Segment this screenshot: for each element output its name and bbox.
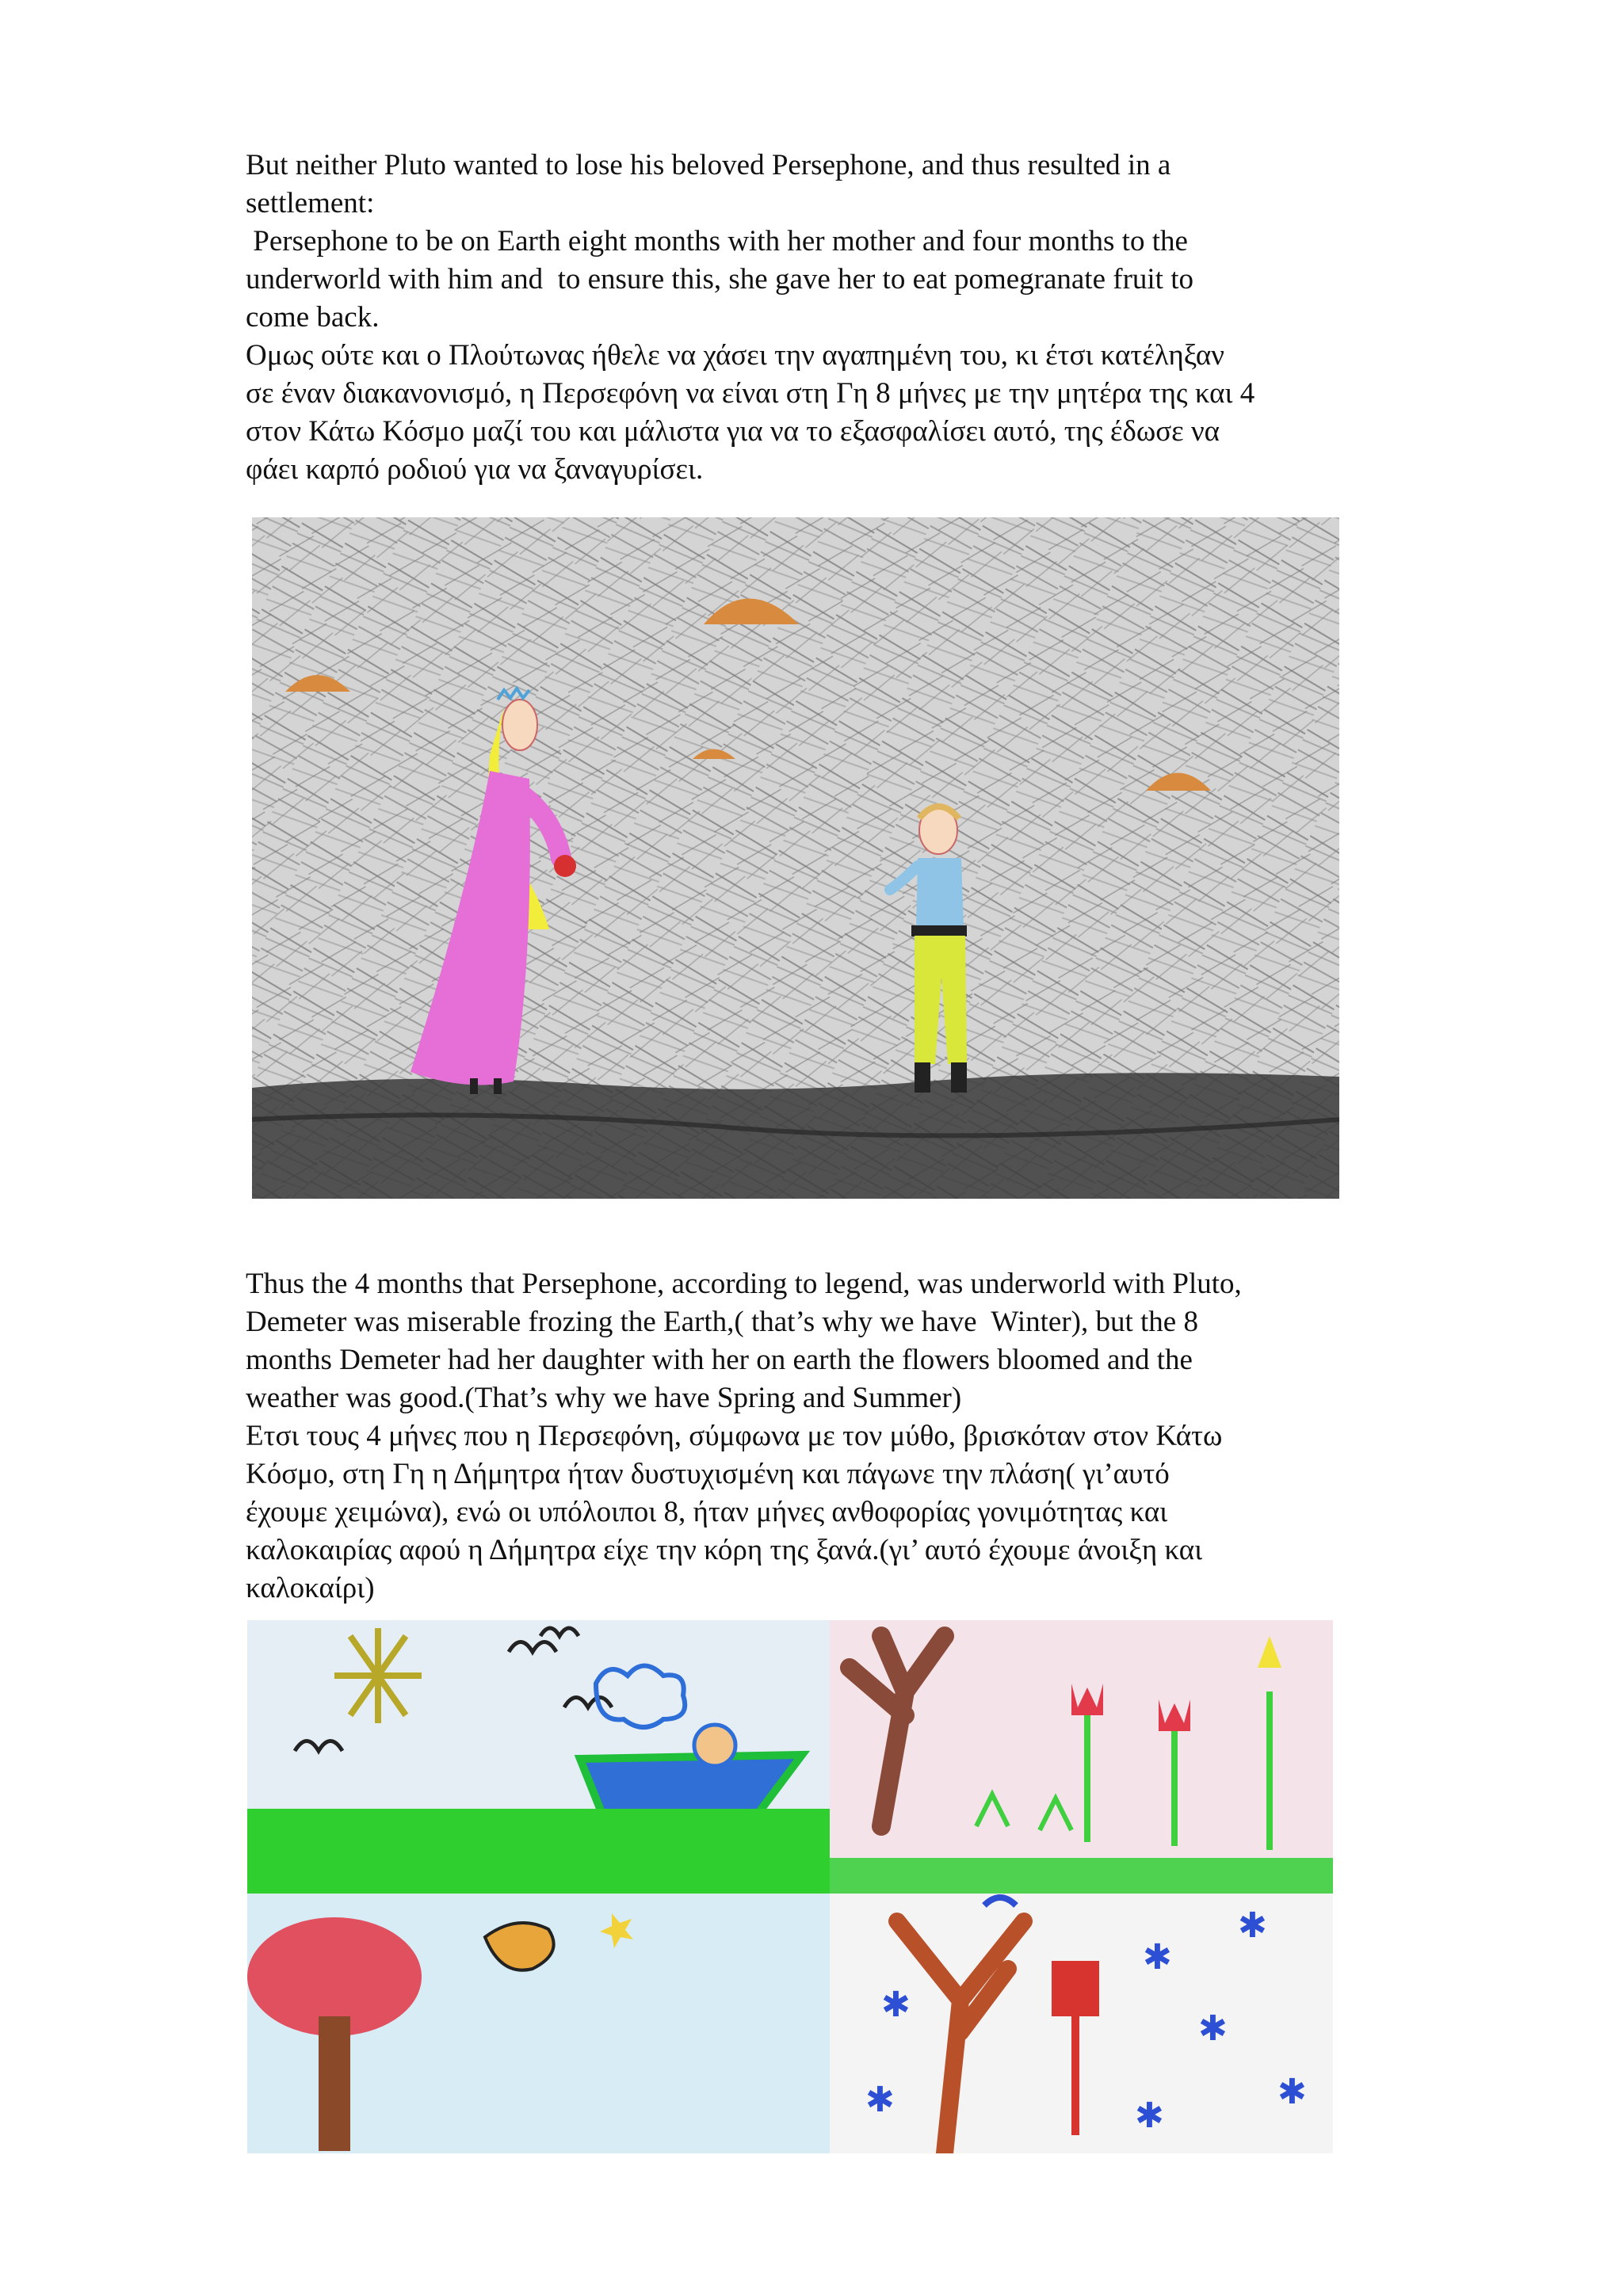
spring-panel (830, 1620, 1333, 1894)
paragraph-line: φάει καρπό ροδιού για να ξαναγυρίσει. (246, 453, 704, 486)
paragraph-line: months Demeter had her daughter with her on earth the flowers bloomed and the (246, 1344, 1193, 1376)
text-block-settlement (246, 147, 1387, 489)
paragraph-line: Κόσμο, στη Γη η Δήμητρα ήταν δυστυχισμένη και πάγωνε την πλάση( γι’αυτό (246, 1458, 1170, 1490)
snowflake-icon: ✱ (1238, 1906, 1267, 1945)
paragraph-line: Thus the 4 months that Persephone, according to legend, was underworld with Pluto, (246, 1268, 1242, 1300)
paragraph-line: σε έναν διακανονισμό, η Περσεφόνη να είναι στη Γη 8 μήνες με την μητέρα της και 4 (246, 377, 1255, 410)
paragraph-line: come back. (246, 301, 380, 334)
paragraph-line: καλοκαίρι) (246, 1572, 375, 1604)
birdhouse-icon (1052, 1961, 1099, 2016)
drawing-persephone-pluto-svg (252, 517, 1339, 1199)
paragraph-line: καλοκαιρίας αφού η Δήμητρα είχε την κόρη της ξανά.(γι’ αυτό έχουμε άνοιξη και (246, 1534, 1203, 1566)
red-tree-trunk (319, 2016, 350, 2151)
four-seasons-svg (247, 1620, 1333, 2153)
text-block-seasons (246, 1265, 1387, 1608)
summer-grass (247, 1809, 830, 1894)
snowflake-icon: ✱ (881, 1985, 911, 2024)
boot (951, 1062, 967, 1093)
paragraph-line: στον Κάτω Κόσμο μαζί του και μάλιστα για να το εξασφαλίσει αυτό, της έδωσε να (246, 415, 1220, 448)
spring-grass (830, 1858, 1333, 1894)
snowflake-icon: ✱ (865, 2081, 895, 2119)
boot (915, 1062, 930, 1093)
snowflake-icon: ✱ (1143, 1938, 1172, 1977)
summer-panel (247, 1620, 830, 1894)
paragraph-line: settlement: (246, 187, 375, 219)
shoe (470, 1078, 478, 1094)
paragraph-line: Ομως ούτε και ο Πλούτωνας ήθελε να χάσει την αγαπημένη του, κι έτσι κατέληξαν (246, 339, 1225, 372)
paragraph-line: Persephone to be on Earth eight months with her mother and four months to the (246, 225, 1188, 257)
autumn-panel (247, 1894, 830, 2153)
winter-panel (830, 1894, 1333, 2153)
crayon-drawing-persephone-pluto (252, 517, 1339, 1199)
paragraph-line: But neither Pluto wanted to lose his beloved Persephone, and thus resulted in a (246, 149, 1171, 181)
snowflake-icon: ✱ (1135, 2096, 1164, 2135)
dark-ground (252, 1073, 1339, 1199)
pluto-belt (911, 925, 967, 936)
swimmer-head (694, 1725, 735, 1766)
paragraph-line: Demeter was miserable frozing the Earth,( that’s why we have Winter), but the 8 (246, 1306, 1198, 1338)
paragraph-line: Ετσι τους 4 μήνες που η Περσεφόνη, σύμφωνα με τον μύθο, βρισκόταν στον Κάτω (246, 1420, 1223, 1452)
paragraph-line: έχουμε χειμώνα), ενώ οι υπόλοιποι 8, ήταν μήνες ανθοφορίας γονιμότητας και (246, 1496, 1168, 1528)
birdhouse-pole (1071, 2016, 1079, 2135)
four-seasons-collage (247, 1620, 1333, 2153)
shoe (494, 1078, 502, 1094)
pomegranate (554, 855, 576, 877)
spring-sky (830, 1620, 1333, 1894)
snowflake-icon: ✱ (1277, 2073, 1307, 2111)
paragraph-line: underworld with him and to ensure this, she gave her to eat pomegranate fruit to (246, 263, 1193, 296)
pluto-shirt (916, 858, 964, 929)
paragraph-line: weather was good.(That’s why we have Spring and Summer) (246, 1382, 962, 1414)
persephone-face (502, 700, 537, 750)
snowflake-icon: ✱ (1198, 2009, 1228, 2048)
